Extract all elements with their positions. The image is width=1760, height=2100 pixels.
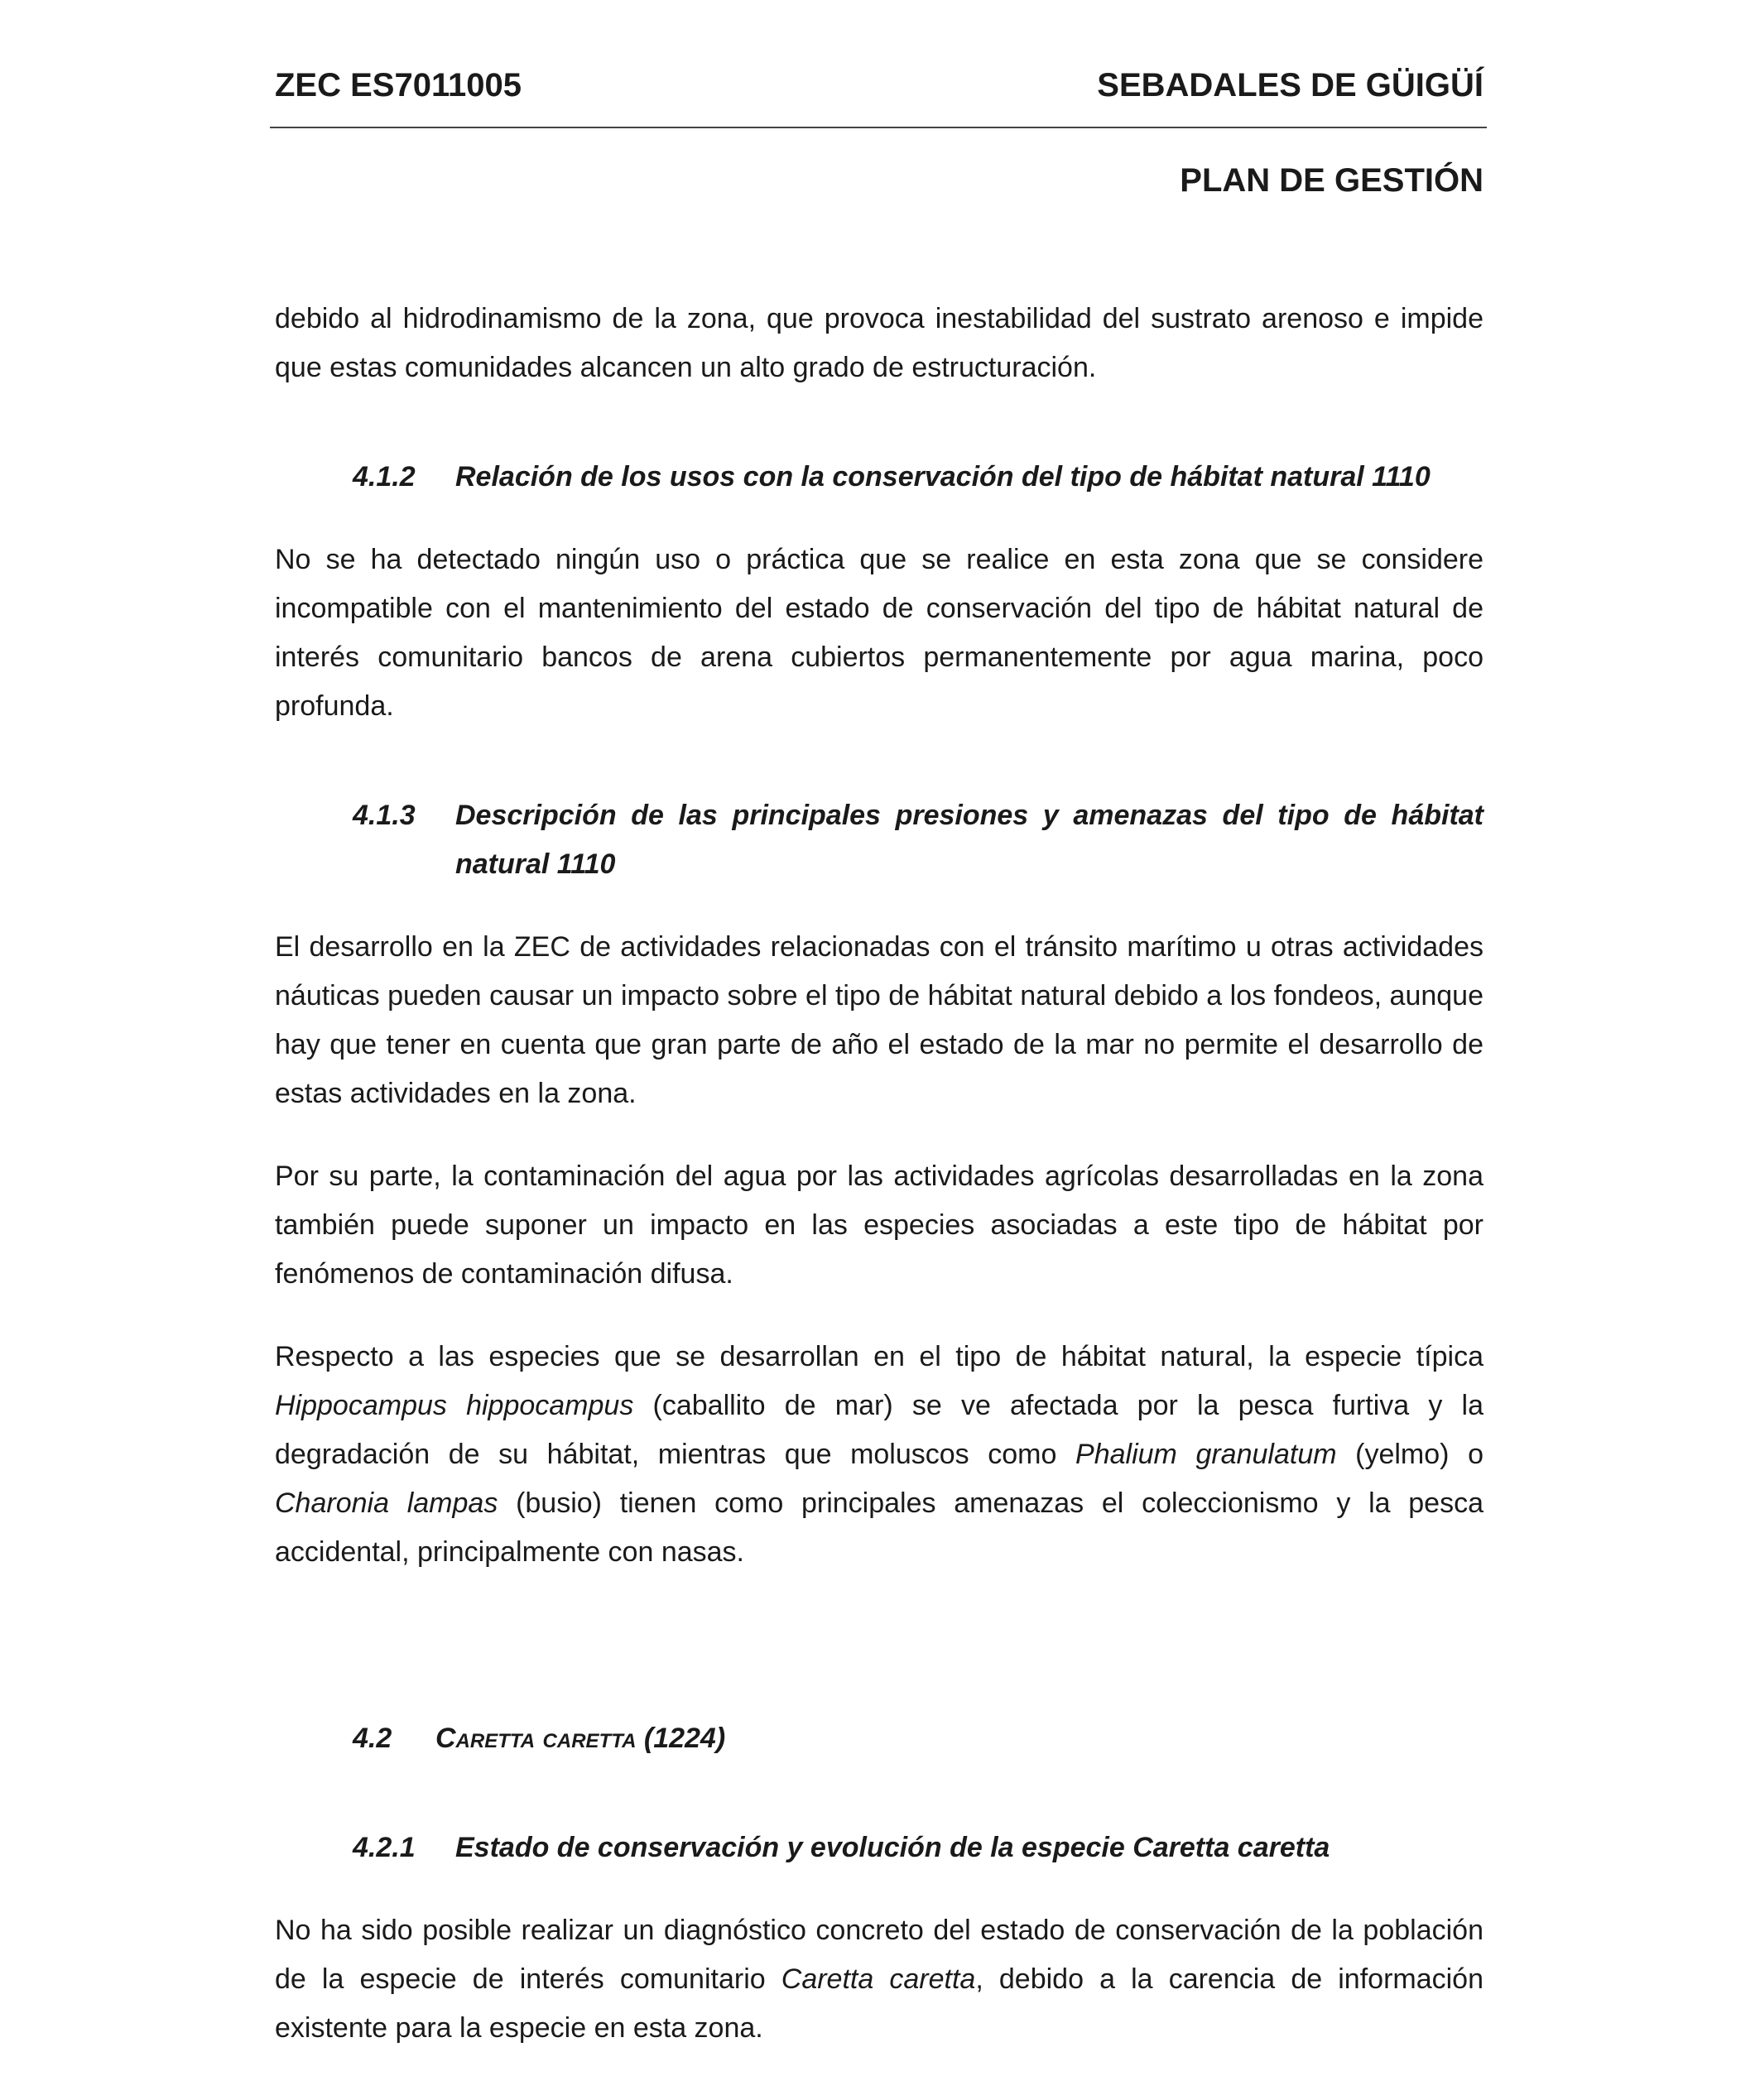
header-site-name: SEBADALES DE GÜIGÜÍ — [1097, 67, 1483, 103]
section-heading-4-2-1 — [275, 1824, 1483, 1872]
species-title: Caretta caretta — [435, 1723, 637, 1754]
paragraph-4-2-1-1 — [275, 1906, 1483, 2053]
header-site-code: ZEC ES7011005 — [275, 67, 522, 103]
section-heading-4-2 — [275, 1714, 1483, 1763]
intro-paragraph: debido al hidrodinamismo de la zona, que provoca inestabilidad del sustrato arenoso e impide que estas comunidades alcancen un alto grado de estructuración. — [275, 303, 1483, 383]
text-run: Respecto a las especies que se desarrollan en el tipo de hábitat natural, la especie típica — [275, 1341, 1483, 1372]
text-run: (caballito de mar) se ve afectada por la pesca furtiva y la degradación de su hábitat, mientras que moluscos como — [275, 1390, 1483, 1470]
paragraph-4-1-2-1: No se ha detectado ningún uso o práctica que se realice en esta zona que se considere incompatible con el mantenimiento del estado de conservación del tipo de hábitat natural de interés comunitario bancos de arena cubiertos permanentemente por agua marina, poco profunda. — [275, 544, 1483, 722]
section-heading-4-1-3 — [275, 791, 1483, 889]
text-run: No ha sido posible realizar un diagnóstico concreto del estado de conservación de la población de la especie de interés comunitario — [275, 1915, 1483, 1995]
paragraph-4-1-3-3 — [275, 1333, 1483, 1577]
running-header — [273, 65, 1487, 106]
header-divider — [270, 127, 1487, 128]
section-number: 4.2.1 — [353, 1832, 416, 1863]
species-name: Hippocampus hippocampus — [275, 1390, 634, 1421]
text-run: , debido a la carencia de información existente para la especie en esta zona. — [275, 1963, 1484, 2044]
paragraph-4-1-3-1: El desarrollo en la ZEC de actividades relacionadas con el tránsito marítimo u otras actividades náuticas pueden causar un impacto sobre el tipo de hábitat natural debido a los fondeos, aunque hay que tener en cuenta que gran parte de año el estado de la mar no permite el desarrollo de estas actividades en la zona. — [275, 931, 1483, 1109]
section-number: 4.1.2 — [353, 461, 416, 493]
document-body — [275, 295, 1483, 2053]
header-document-type: PLAN DE GESTIÓN — [1180, 162, 1483, 199]
section-title: Estado de conservación y evolución de la especie Caretta caretta — [455, 1832, 1330, 1863]
text-run: (yelmo) o — [1336, 1439, 1483, 1470]
text-run: (busio) tienen como principales amenazas el coleccionismo y la pesca accidental, principalmente con nasas. — [275, 1487, 1484, 1568]
section-title — [435, 1714, 1483, 1763]
document-page — [273, 0, 1487, 2100]
paragraph-4-1-3-2: Por su parte, la contaminación del agua por las actividades agrícolas desarrolladas en la zona también puede suponer un impacto en las especies asociadas a este tipo de hábitat por fenómenos de contaminación difusa. — [275, 1161, 1483, 1290]
species-code: (1224) — [636, 1723, 726, 1754]
section-title: Relación de los usos con la conservación del tipo de hábitat natural 1110 — [455, 461, 1431, 493]
species-name: Phalium granulatum — [1075, 1439, 1337, 1470]
species-name: Caretta caretta — [781, 1963, 976, 1995]
section-title: Descripción de las principales presiones y amenazas del tipo de hábitat natural 1110 — [455, 800, 1483, 880]
species-name: Charonia lampas — [275, 1487, 498, 1519]
section-heading-4-1-2 — [275, 453, 1483, 502]
section-number: 4.2 — [353, 1723, 392, 1754]
section-number: 4.1.3 — [353, 800, 416, 831]
